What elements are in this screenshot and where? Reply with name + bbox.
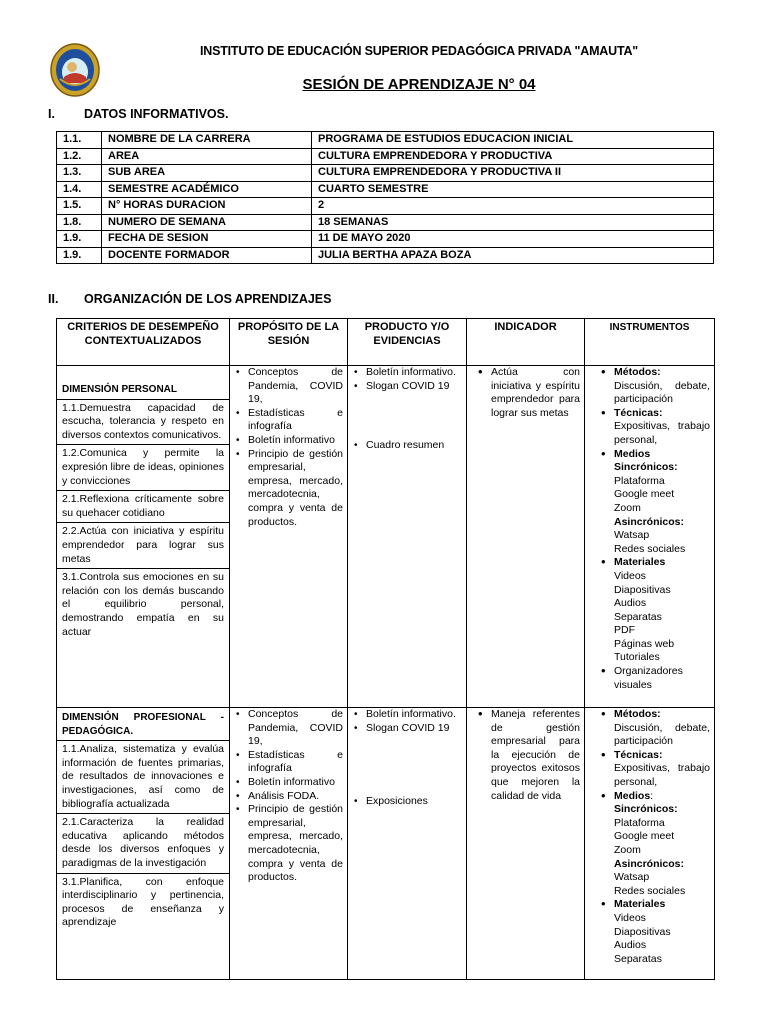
header-criterios: CRITERIOS DE DESEMPEÑO CONTEXTUALIZADOS — [57, 319, 230, 366]
dim1-producto-cell — [348, 366, 467, 708]
instr-metodos: • Métodos: Discusión, debate, participación — [614, 708, 710, 749]
material-item: Videos — [614, 569, 646, 582]
instr-tecnicas: • Técnicas: Expositivas, trabajo personal, — [614, 407, 710, 448]
info-label: NUMERO DE SEMANA — [102, 214, 312, 231]
info-num: 1.9. — [57, 231, 102, 248]
medio-asincronico: Redes sociales — [614, 884, 686, 897]
material-item: Videos — [614, 911, 646, 924]
dim2-proposito-cell — [230, 708, 348, 980]
criterio-item: 1.2.Comunica y permite la expresión libre de ideas, opiniones y convicciones — [57, 444, 229, 490]
criterio-item: 3.1.Controla sus emociones en su relación con los demás buscando el equilibrio personal, demostrando empatía en su actuar — [57, 568, 229, 641]
criterio-item: 1.1.Analiza, sistematiza y evalúa información de fuentes primarias, de resultados de innovaciones e investigaciones, así como de bibliografía actualizada — [57, 740, 229, 813]
info-num: 1.1. — [57, 132, 102, 149]
producto-item: • Boletín informativo. — [366, 708, 462, 722]
institution-name: INSTITUTO DE EDUCACIÓN SUPERIOR PEDAGÓGICA PRIVADA "AMAUTA" — [199, 44, 639, 58]
medio-sincronico: Zoom — [614, 501, 641, 514]
material-item: Separatas — [614, 610, 662, 623]
instrumentos-list — [585, 366, 714, 692]
medio-asincronico: Watsap — [614, 529, 650, 542]
medio-sincronico: Plataforma — [614, 816, 665, 829]
info-row — [57, 231, 714, 248]
medio-sincronico: Plataforma — [614, 474, 665, 487]
dim1-proposito-cell — [230, 366, 348, 708]
criterio-item: 2.1.Caracteriza la realidad educativa aplicando métodos desde los diversos enfoques y paradigmas de la investigación — [57, 813, 229, 872]
instr-materiales: • Materiales Videos Diapositivas Audios Separatas PDF Páginas web Tutoriales — [614, 556, 710, 665]
info-num: 1.3. — [57, 165, 102, 182]
dim1-instrumentos-cell — [585, 366, 715, 708]
proposito-item: • Boletín informativo — [248, 776, 343, 790]
instr-metodos: • Métodos: Discusión, debate, participación — [614, 366, 710, 407]
datos-informativos-table — [56, 131, 714, 264]
indicador-list — [467, 366, 584, 420]
indicador-item: • Actúa con iniciativa y espíritu emprendedor para lograr sus metas — [491, 366, 580, 420]
info-value: 18 SEMANAS — [312, 214, 714, 231]
producto-item: • Exposiciones — [366, 795, 462, 809]
proposito-list — [230, 708, 347, 885]
proposito-item: • Estadísticas e infografía — [248, 407, 343, 434]
proposito-item: • Conceptos de Pandemia, COVID 19, — [248, 366, 343, 407]
medio-sincronico: Zoom — [614, 843, 641, 856]
section-title: DATOS INFORMATIVOS. — [84, 107, 229, 121]
info-row — [57, 214, 714, 231]
section-number: II. — [48, 292, 59, 306]
info-value: 2 — [312, 198, 714, 215]
info-value: JULIA BERTHA APAZA BOZA — [312, 247, 714, 264]
material-item: Diapositivas — [614, 583, 671, 596]
info-num: 1.4. — [57, 181, 102, 198]
material-item: Audios — [614, 597, 647, 610]
medio-asincronico: Watsap — [614, 871, 650, 884]
criterio-item: 2.1.Reflexiona críticamente sobre su quehacer cotidiano — [57, 490, 229, 522]
producto-item: • Slogan COVID 19 — [366, 722, 462, 736]
producto-list — [348, 708, 466, 735]
instr-materiales: • Materiales Videos Diapositivas Audios Separatas — [614, 898, 710, 966]
proposito-item: • Principio de gestión empresarial, empresa, mercado, mercadotecnia, compra y venta de productos. — [248, 448, 343, 530]
info-value: CUARTO SEMESTRE — [312, 181, 714, 198]
session-title: SESIÓN DE APRENDIZAJE N° 04 — [302, 76, 536, 93]
dim2-criterios-cell — [57, 708, 230, 980]
info-label: FECHA DE SESION — [102, 231, 312, 248]
section-number: I. — [48, 107, 55, 121]
producto-item: • Slogan COVID 19 — [366, 380, 462, 394]
info-label: SUB AREA — [102, 165, 312, 182]
criterio-item: 2.2.Actúa con iniciativa y espíritu emprendedor para lograr sus metas — [57, 522, 229, 568]
info-num: 1.2. — [57, 148, 102, 165]
criterio-item: 3.1.Planifica, con enfoque interdisciplinario y pertinencia, procesos de enseñanza y aprendizaje — [57, 873, 229, 932]
material-item: PDF — [614, 624, 635, 637]
instr-tecnicas: • Técnicas: Expositivas, trabajo personal, — [614, 749, 710, 790]
producto-item: • Cuadro resumen — [366, 439, 462, 453]
info-label: SEMESTRE ACADÉMICO — [102, 181, 312, 198]
info-row — [57, 132, 714, 149]
info-num: 1.9. — [57, 247, 102, 264]
producto-list — [348, 366, 466, 393]
criterio-item: 1.1.Demuestra capacidad de escucha, tolerancia y respeto en diversos contextos comunicativos. — [57, 399, 229, 445]
producto-list — [348, 439, 466, 453]
dim2-producto-cell — [348, 708, 467, 980]
info-value: CULTURA EMPRENDEDORA Y PRODUCTIVA — [312, 148, 714, 165]
info-row — [57, 165, 714, 182]
info-value: CULTURA EMPRENDEDORA Y PRODUCTIVA II — [312, 165, 714, 182]
info-label: N° HORAS DURACION — [102, 198, 312, 215]
header-instrumentos: INSTRUMENTOS — [585, 319, 715, 366]
info-num: 1.5. — [57, 198, 102, 215]
info-label: AREA — [102, 148, 312, 165]
info-row — [57, 148, 714, 165]
material-item: Diapositivas — [614, 925, 671, 938]
dim1-criterios-cell — [57, 366, 230, 708]
medio-sincronico: Google meet — [614, 830, 675, 843]
dim2-instrumentos-cell — [585, 708, 715, 980]
info-label: NOMBRE DE LA CARRERA — [102, 132, 312, 149]
header-indicador: INDICADOR — [467, 319, 585, 366]
proposito-item: • Conceptos de Pandemia, COVID 19, — [248, 708, 343, 749]
medio-asincronico: Redes sociales — [614, 542, 686, 555]
material-item: Tutoriales — [614, 651, 660, 664]
instr-organizadores: • Organizadores visuales — [614, 665, 710, 692]
proposito-list — [230, 366, 347, 529]
proposito-item: • Estadísticas e infografía — [248, 749, 343, 776]
info-value: PROGRAMA DE ESTUDIOS EDUCACION INICIAL — [312, 132, 714, 149]
header-producto: PRODUCTO Y/O EVIDENCIAS — [348, 319, 467, 366]
header-proposito: PROPÓSITO DE LA SESIÓN — [230, 319, 348, 366]
indicador-item: • Maneja referentes de gestión empresarial para la ejecución de proyectos exitosos que mejoren la calidad de vida — [491, 708, 580, 803]
info-value: 11 DE MAYO 2020 — [312, 231, 714, 248]
dim1-indicador-cell — [467, 366, 585, 708]
instrumentos-list — [585, 708, 714, 966]
material-item: Separatas — [614, 952, 662, 965]
dimension-title: DIMENSIÓN PROFESIONAL - PEDAGÓGICA. — [62, 712, 224, 737]
info-label: DOCENTE FORMADOR — [102, 247, 312, 264]
producto-item: • Boletín informativo. — [366, 366, 462, 380]
material-item: Páginas web — [614, 637, 675, 650]
medio-sincronico: Google meet — [614, 488, 675, 501]
section-title: ORGANIZACIÓN DE LOS APRENDIZAJES — [84, 292, 332, 306]
instr-medios: • Medios: Sincrónicos: Plataforma Google meet Zoom Asincrónicos: Watsap Redes sociales — [614, 790, 710, 899]
dim2-indicador-cell — [467, 708, 585, 980]
proposito-item: • Principio de gestión empresarial, empresa, mercado, mercadotecnia, compra y venta de productos. — [248, 803, 343, 885]
proposito-item: • Boletín informativo — [248, 434, 343, 448]
info-num: 1.8. — [57, 214, 102, 231]
organizacion-table — [56, 318, 715, 980]
producto-list — [348, 795, 466, 809]
info-row — [57, 198, 714, 215]
material-item: Audios — [614, 939, 647, 952]
instr-medios: • Medios Sincrónicos: Plataforma Google meet Zoom Asincrónicos: Watsap Redes sociales — [614, 448, 710, 557]
proposito-item: • Análisis FODA. — [248, 790, 343, 804]
indicador-list — [467, 708, 584, 803]
info-row — [57, 181, 714, 198]
dimension-title: DIMENSIÓN PERSONAL — [62, 384, 178, 395]
info-row — [57, 247, 714, 264]
